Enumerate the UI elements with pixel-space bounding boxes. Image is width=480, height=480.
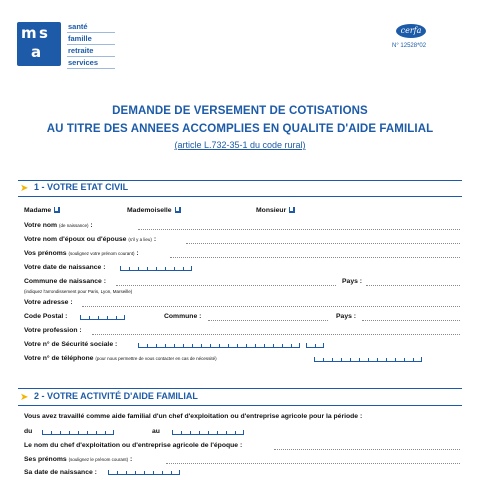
pays-field[interactable] xyxy=(366,285,460,286)
au-label: au xyxy=(152,428,160,435)
pays2-label: Pays : xyxy=(336,313,357,320)
checkbox-icon[interactable] xyxy=(54,207,60,213)
date-debut-field[interactable] xyxy=(42,430,114,435)
commune-naissance-label: Commune de naissance : xyxy=(24,278,106,285)
mademoiselle-label: Mademoiselle xyxy=(127,207,172,214)
prenoms-hint: (soulignez votre prénom courant) xyxy=(68,251,135,256)
arrondissement-row xyxy=(24,288,460,295)
section1-header xyxy=(18,182,462,197)
option-mademoiselle[interactable] xyxy=(127,207,181,214)
tagline-line: retraite xyxy=(67,45,115,57)
code-postal-row xyxy=(24,313,460,320)
prenoms-row: Vos prénoms (soulignez votre prénom courant) : xyxy=(24,250,460,257)
telephone-row xyxy=(24,355,460,362)
ses-prenoms-row: Ses prénoms (soulignez le prénom courant) : xyxy=(24,456,460,463)
periode-intro: Vous avez travaillé comme aide familial d'un chef d'exploitation ou d'entreprise agricole pour la période : xyxy=(24,413,363,420)
checkbox-icon[interactable] xyxy=(175,207,181,213)
secu-field[interactable] xyxy=(138,343,300,348)
date-naissance-row xyxy=(24,264,460,271)
secu-key-field[interactable] xyxy=(306,343,324,348)
date-naissance-label: Votre date de naissance : xyxy=(24,264,106,271)
sa-date-field[interactable] xyxy=(108,470,180,475)
section2-title: 2 - VOTRE ACTIVITÉ D'AIDE FAMILIAL xyxy=(34,391,198,401)
telephone-field[interactable] xyxy=(314,357,422,362)
commune-naissance-field[interactable] xyxy=(116,285,336,286)
form-subtitle: (article L.732-35-1 du code rural) xyxy=(174,140,306,150)
arrow-icon: ➤ xyxy=(20,183,29,194)
section1-title: 1 - VOTRE ETAT CIVIL xyxy=(34,182,129,192)
nom-row: Votre nom (de naissance) : xyxy=(24,222,460,229)
date-fin-field[interactable] xyxy=(172,430,244,435)
option-monsieur[interactable] xyxy=(256,207,295,214)
tagline-line: services xyxy=(67,57,115,69)
msa-logo xyxy=(17,22,61,66)
adresse-row xyxy=(24,299,460,306)
form-number: N° 12528*02 xyxy=(392,43,427,49)
secu-label: Votre n° de Sécurité sociale : xyxy=(24,341,118,348)
section-divider xyxy=(18,388,462,389)
section-divider xyxy=(18,180,462,181)
option-madame[interactable] xyxy=(24,207,60,214)
code-postal-label: Code Postal : xyxy=(24,313,68,320)
ses-prenoms-field[interactable] xyxy=(166,463,460,464)
du-label: du xyxy=(24,428,33,435)
logo-letters: m xyxy=(21,24,37,42)
secu-row xyxy=(24,341,460,348)
profession-field[interactable] xyxy=(92,334,460,335)
profession-label: Votre profession : xyxy=(24,327,82,334)
msa-tagline xyxy=(67,21,115,69)
logo-letters: s xyxy=(39,24,48,42)
nom-label: Votre nom xyxy=(24,222,58,229)
epoux-row: Votre nom d'époux ou d'épouse (s'il y a lieu) : xyxy=(24,236,460,243)
chef-nom-row xyxy=(24,442,460,449)
cerfa-logo: cerfa xyxy=(396,24,426,38)
nom-field[interactable] xyxy=(138,229,460,230)
profession-row xyxy=(24,327,460,334)
epoux-field[interactable] xyxy=(186,243,460,244)
sa-date-label: Sa date de naissance : xyxy=(24,469,97,476)
pays2-field[interactable] xyxy=(362,320,460,321)
logo-letters: a xyxy=(31,43,42,61)
checkbox-icon[interactable] xyxy=(289,207,295,213)
periode-intro-row xyxy=(24,413,460,420)
ses-prenoms-hint: (soulignez le prénom courant) xyxy=(68,457,129,462)
pays-label: Pays : xyxy=(342,278,363,285)
epoux-label: Votre nom d'époux ou d'épouse xyxy=(24,236,127,243)
sa-date-row xyxy=(24,469,460,476)
ses-prenoms-label: Ses prénoms xyxy=(24,456,67,463)
form-title-line1: DEMANDE DE VERSEMENT DE COTISATIONS xyxy=(112,105,368,117)
prenoms-label: Vos prénoms xyxy=(24,250,67,257)
periode-row xyxy=(24,428,460,435)
form-title-line2: AU TITRE DES ANNEES ACCOMPLIES EN QUALITE D'AIDE FAMILIAL xyxy=(46,123,434,135)
telephone-label: Votre n° de téléphone xyxy=(24,355,94,362)
epoux-hint: (s'il y a lieu) xyxy=(128,237,152,242)
commune-field[interactable] xyxy=(208,320,328,321)
date-naissance-field[interactable] xyxy=(120,266,192,271)
chef-nom-field[interactable] xyxy=(274,449,460,450)
adresse-field[interactable] xyxy=(82,306,460,307)
commune-naissance-row xyxy=(24,278,460,285)
arrondissement-hint: (indiquez l'arrondissement pour Paris, Lyon, Marseille) xyxy=(24,289,133,294)
monsieur-label: Monsieur xyxy=(256,207,287,214)
prenoms-field[interactable] xyxy=(170,257,460,258)
tagline-line: santé xyxy=(67,21,115,33)
code-postal-field[interactable] xyxy=(80,315,125,320)
telephone-hint: (pour nous permettre de vous contacter en cas de nécessité) xyxy=(95,356,217,361)
adresse-label: Votre adresse : xyxy=(24,299,73,306)
section2-header xyxy=(18,391,462,406)
madame-label: Madame xyxy=(24,207,52,214)
commune-label: Commune : xyxy=(164,313,202,320)
arrow-icon: ➤ xyxy=(20,392,29,403)
nom-hint: (de naissance) xyxy=(59,223,89,228)
chef-nom-label: Le nom du chef d'exploitation ou d'entreprise agricole de l'époque : xyxy=(24,442,243,449)
tagline-line: famille xyxy=(67,33,115,45)
